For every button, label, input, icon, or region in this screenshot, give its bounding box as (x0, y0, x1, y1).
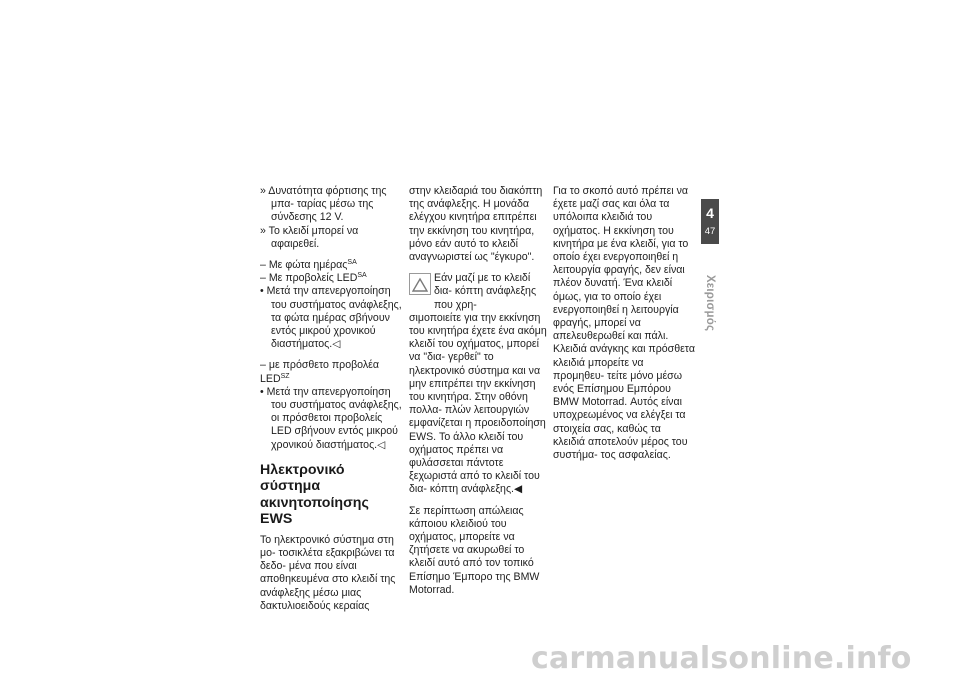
chapter-title (702, 268, 718, 338)
section-heading-ews: Ηλεκτρονικό σύστημα ακινητοποίησης EWS (260, 461, 369, 528)
info-bullet-daytime: • Μετά την απενεργοποίηση του συστήματος ανάφλεξης, τα φώτα ημέρας σβήνουν εντός μικρού χρονικού διαστήματος.◁ (260, 285, 402, 351)
result-bullet-charging: » Δυνατότητα φόρτισης της μπα- ταρίας μέσω της σύνδεσης 12 V. (260, 185, 387, 224)
info-bullet-extra-led: • Μετά την απενεργοποίηση του συστήματος ανάφλεξης, οι πρόσθετοι προβολείς LED σβήνουν εντός μικρού χρονικού διαστήματος.◁ (260, 385, 402, 451)
option-daytime-lights-label: – Με φώτα ημέρας (260, 259, 348, 272)
watermark: carmanualsonline.info (531, 641, 912, 676)
option-daytime-lights (260, 259, 402, 272)
paragraph-ews-control: στην κλειδαριά του διακόπτη της ανάφλεξης. Η μονάδα ελέγχου κινητήρα επιτρέπει την εκκίνηση του κινητήρα, μόνο εάν αυτό το κλειδί αναγνωριστεί ως "έγκυρο". (409, 185, 543, 264)
text-column-3 (553, 185, 695, 462)
option-sa-badge: SA (347, 259, 357, 267)
option-led-headlights-label: – Με προβολείς LED (260, 272, 358, 285)
text-column-1 (260, 185, 402, 613)
chapter-title-text: Χειρισμός (704, 274, 716, 332)
paragraph-key-blocking: Για το σκοπό αυτό πρέπει να έχετε μαζί σας και όλα τα υπόλοιπα κλειδιά του οχήματος. Η εκκίνηση του κινητήρα με ένα κλειδί, για το οποίο έχει ενεργοποιηθεί η λειτουργία φραγής, δεν είναι πλέον δυνατή. Ένα κλειδί όμως, για το οποίο έχει ενεργοποιηθεί η λειτουργία φραγής, μπορεί να απελευθερωθεί και πάλι. Κλειδιά ανάγκης και πρόσθετα κλειδιά μπορείτε να προμηθευ- τείτε μόνο μέσω ενός Επίσημου Εμπόρου BMW Motorrad. Αυτός είναι υποχρεωμένος να ελέγξει τα στοιχεία σας, καθώς τα κλειδιά αποτελούν μέρος του συστήμα- τος ασφαλείας. (553, 185, 695, 462)
warning-note-head: Εάν μαζί με το κλειδί δια- κόπτη ανάφλεξης που χρη- (434, 272, 537, 311)
result-bullet-key: » Το κλειδί μπορεί να αφαιρεθεί. (260, 224, 359, 250)
option-sz-badge: SZ (280, 372, 290, 380)
text-column-2 (409, 185, 549, 597)
option-sa-badge: SA (357, 272, 367, 280)
warning-note (409, 272, 549, 312)
warning-triangle-icon (409, 273, 431, 295)
page-number: 47 (704, 226, 716, 237)
paragraph-key-loss: Σε περίπτωση απώλειας κάποιου κλειδιού του οχήματος, μπορείτε να ζητήσετε να ακυρωθεί το κλειδί αυτό από τον τοπικό Επίσημο Έμπορο της BMW Motorrad. (409, 504, 540, 596)
paragraph-ews-intro: Το ηλεκτρονικό σύστημα στη μο- τοσικλέτα εξακριβώνει τα δεδο- μένα που είναι αποθηκευμένα στο κλειδί της ανάφλεξης μέσω μιας δακτυλιοειδούς κεραίας (260, 533, 396, 612)
warning-note-body: σιμοποιείτε για την εκκίνηση του κινητήρα έχετε ένα ακόμη κλειδί του οχήματος, μπορεί να "δια- γερθεί" το ηλεκτρονικό σύστημα και να μην επιτρέπει την εκκίνηση του κινητήρα. Στην οθόνη πολλα- πλών λειτουργιών εμφανίζεται η προειδοποίηση EWS. Το άλλο κλειδί του οχήματος πρέπει να φυλάσσεται πάντοτε ξεχωριστά από το κλειδί του δια- κόπτη ανάφλεξης.◀ (409, 311, 547, 496)
option-extra-led (260, 359, 402, 385)
chapter-number: 4 (706, 205, 714, 221)
option-extra-led-label: – με πρόσθετο προβολέα LED (260, 359, 380, 385)
chapter-tab (701, 199, 719, 244)
option-led-headlights (260, 272, 402, 285)
